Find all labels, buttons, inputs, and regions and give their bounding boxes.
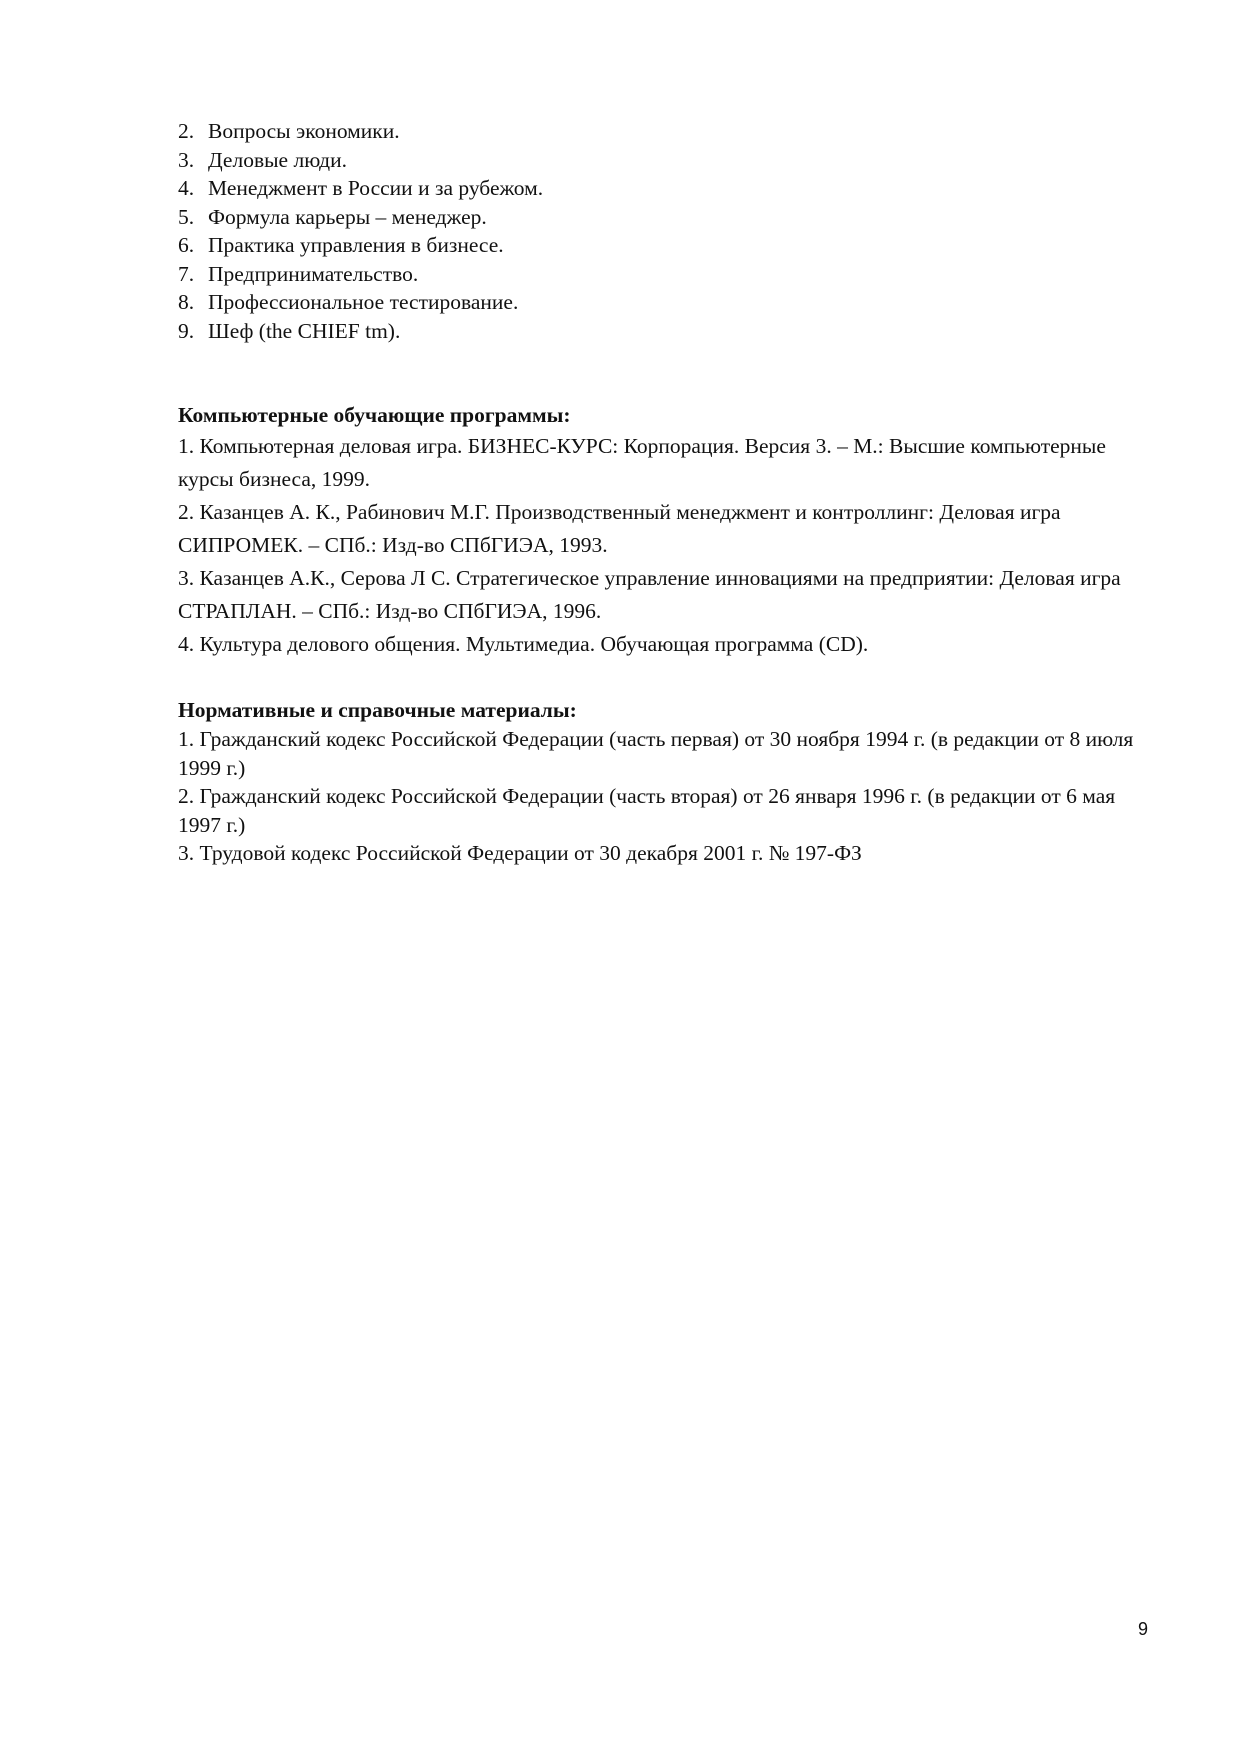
reference-entry: 2. Гражданский кодекс Российской Федерации (часть вторая) от 26 января 1996 г. (в редакции от 6 мая 1997 г.): [178, 784, 1116, 837]
reference-entry: 3. Казанцев А.К., Серова Л С. Стратегическое управление инновациями на предприятии: Деловая игра СТРАПЛАН. – СПб.: Изд-во СПбГИЭА, 1996.: [178, 566, 1121, 623]
reference-entry: 4. Культура делового общения. Мультимедиа. Обучающая программа (CD).: [178, 632, 869, 656]
page-number: 9: [1138, 1619, 1149, 1639]
reference-entry: 2. Казанцев А. К., Рабинович М.Г. Производственный менеджмент и контроллинг: Деловая игра СИПРОМЕК. – СПб.: Изд-во СПбГИЭА, 1993.: [178, 500, 1061, 557]
list-item: 7. Предпринимательство.: [178, 261, 419, 286]
list-item: 3. Деловые люди.: [178, 147, 347, 172]
reference-entry: 1. Гражданский кодекс Российской Федерации (часть первая) от 30 ноября 1994 г. (в редакции от 8 июля 1999 г.): [178, 727, 1134, 780]
list-item: 5. Формула карьеры – менеджер.: [178, 204, 487, 229]
computer-programs-section: [178, 401, 1138, 661]
list-item: 4. Менеджмент в России и за рубежом.: [178, 176, 544, 200]
reference-entry: 1. Компьютерная деловая игра. БИЗНЕС-КУРС: Корпорация. Версия 3. – М.: Высшие компьютерные курсы бизнеса, 1999.: [178, 434, 1106, 491]
section-heading: Компьютерные обучающие программы:: [178, 403, 571, 427]
list-item: 8. Профессиональное тестирование.: [178, 290, 519, 314]
list-item: 6. Практика управления в бизнесе.: [178, 233, 504, 257]
normative-materials-section: [178, 696, 1138, 868]
list-item: 2. Вопросы экономики.: [178, 119, 400, 143]
periodicals-list: [178, 117, 543, 345]
section-heading: Нормативные и справочные материалы:: [178, 698, 577, 722]
list-item: 9. Шеф (the CHIEF tm).: [178, 318, 401, 343]
reference-entry: 3. Трудовой кодекс Российской Федерации от 30 декабря 2001 г. № 197-ФЗ: [178, 841, 862, 865]
